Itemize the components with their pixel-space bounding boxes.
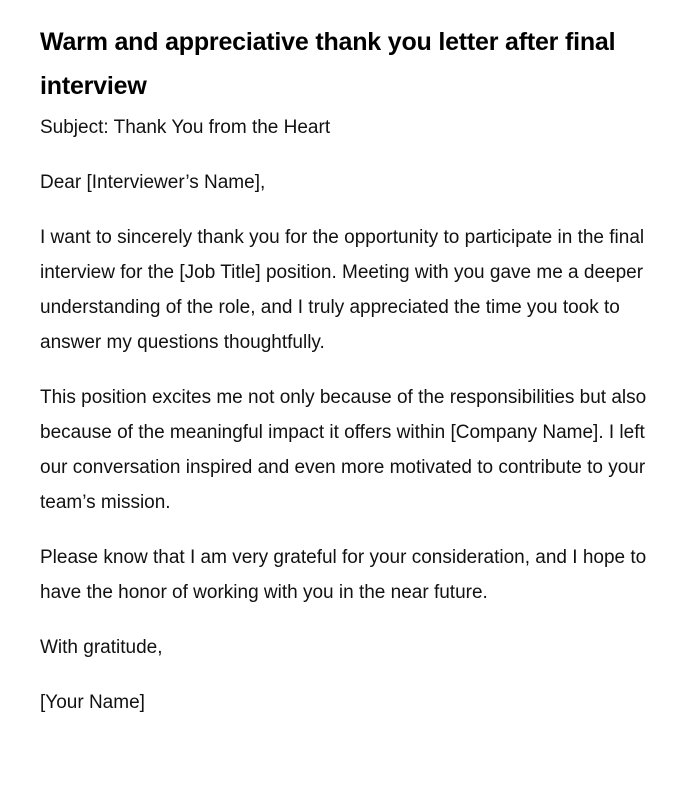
letter-greeting: Dear [Interviewer’s Name], [40,172,266,193]
letter-closing: With gratitude, [40,637,163,658]
letter-paragraph-3: Please know that I am very grateful for your consideration, and I hope to have the honor of working with you in the near future. [40,547,647,603]
letter-subject: Subject: Thank You from the Heart [40,117,331,138]
letter-paragraph-2: This position excites me not only because of the responsibilities but also because of the meaningful impact it offers within [Company Name]. I left our conversation inspired and even more motivated to contribute to your team’s mission. [40,387,647,513]
document-title: Warm and appreciative thank you letter after final interview [40,28,616,100]
letter-signature: [Your Name] [40,692,145,713]
letter-document [40,20,650,720]
letter-paragraph-1: I want to sincerely thank you for the opportunity to participate in the final interview for the [Job Title] position. Meeting with you gave me a deeper understanding of the role, and I truly appreciated the time you took to answer my questions thoughtfully. [40,227,645,353]
